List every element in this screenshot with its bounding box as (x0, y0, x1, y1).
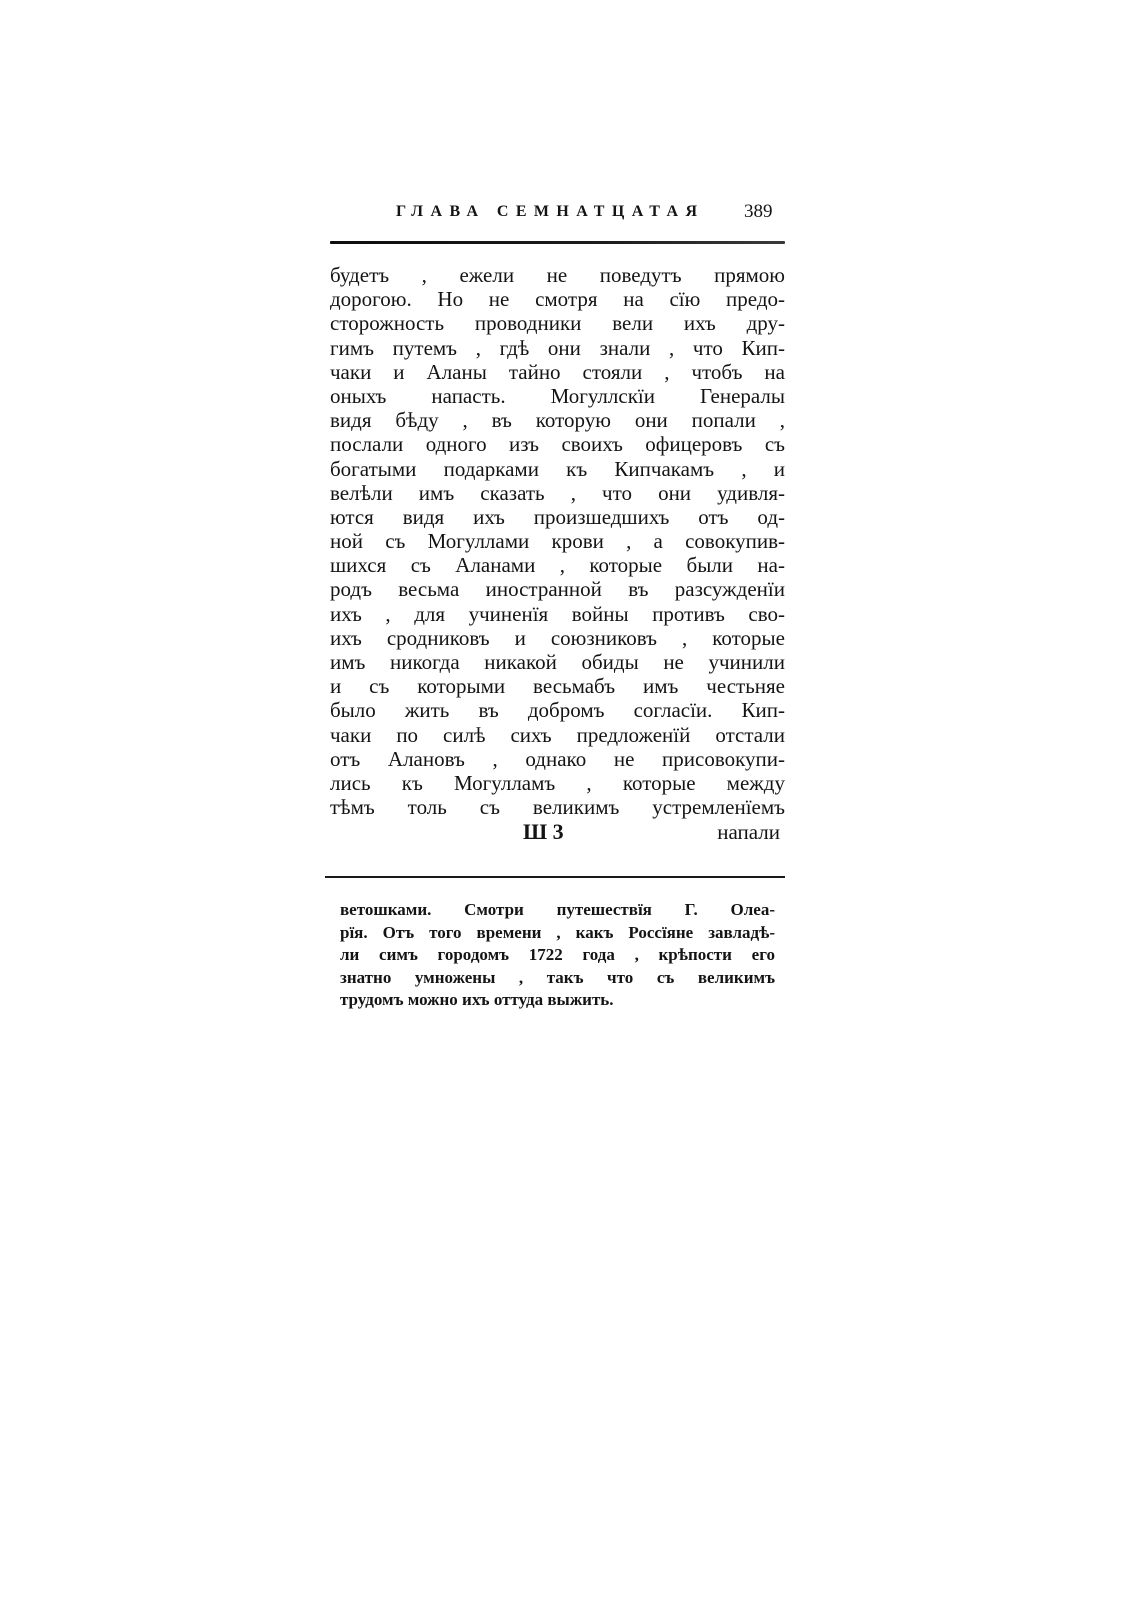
footnote-line: ветошками. Смотри путешествїя Г. Олеа- (340, 900, 775, 919)
body-line: богатыми подарками къ Кипчакамъ , и (330, 456, 785, 481)
body-line: имъ никогда никакой обиды не учинили (330, 650, 785, 674)
body-line: шихся съ Аланами , которые были на- (330, 553, 785, 578)
signature-mark: Ш 3 (523, 819, 564, 845)
body-line: гимъ путемъ , гдѣ они знали , что Кип- (330, 335, 785, 360)
body-line: сторожность проводники вели ихъ дру- (330, 311, 785, 336)
signature-row (330, 819, 785, 845)
footnote-line: трудомъ можно ихъ оттуда выжить. (340, 990, 614, 1009)
body-line: и съ которыми весьмабъ имъ честьняе (330, 674, 785, 699)
footnote-line: рїя. Отъ того времени , какъ Россїяне завладѣ- (340, 922, 775, 942)
body-line: ной съ Могуллами крови , а совокупив- (330, 529, 785, 554)
body-line: чаки по силѣ сихъ предложенїй отстали (330, 722, 785, 747)
body-line: лись къ Могулламъ , которые между (330, 770, 785, 795)
body-line: родъ весьма иностранной въ разсужденїи (330, 577, 785, 602)
body-line: видя бѣду , въ которую они попали , (330, 408, 785, 433)
body-line: послали одного изъ своихъ офицеровъ съ (330, 432, 785, 457)
page-number: 389 (744, 201, 773, 222)
body-line: было жить въ добромъ согласїи. Кип- (330, 698, 785, 723)
body-text (330, 263, 785, 845)
body-line: велѣли имъ сказать , что они удивля- (330, 480, 785, 505)
footnote (340, 899, 775, 1012)
footnote-line: знатно умножены , такъ что съ великимъ (340, 967, 775, 987)
body-line: оныхъ напасть. Могуллскїи Генералы (330, 383, 785, 408)
catchword: напали (717, 820, 780, 845)
running-head-title: ГЛАВА СЕМНАТЦАТАЯ (396, 203, 705, 220)
body-line: тѣмъ толь съ великимъ устремленїемъ (330, 795, 785, 820)
body-line: ихъ сродниковъ и союзниковъ , которые (330, 625, 785, 650)
footnote-line: ли симъ городомъ 1722 года , крѣпости его (340, 945, 775, 964)
header-rule (330, 241, 785, 244)
body-line: дорогою. Но не смотря на сїю предо- (330, 287, 785, 312)
body-line: ихъ , для учиненїя войны противъ сво- (330, 601, 785, 626)
body-line: ются видя ихъ произшедшихъ отъ од- (330, 504, 785, 529)
body-line: отъ Алановъ , однако не присовокупи- (330, 746, 785, 771)
footnote-rule (325, 876, 785, 878)
body-line: будетъ , ежели не поведутъ прямою (330, 263, 785, 287)
body-line: чаки и Аланы тайно стояли , чтобъ на (330, 359, 785, 384)
